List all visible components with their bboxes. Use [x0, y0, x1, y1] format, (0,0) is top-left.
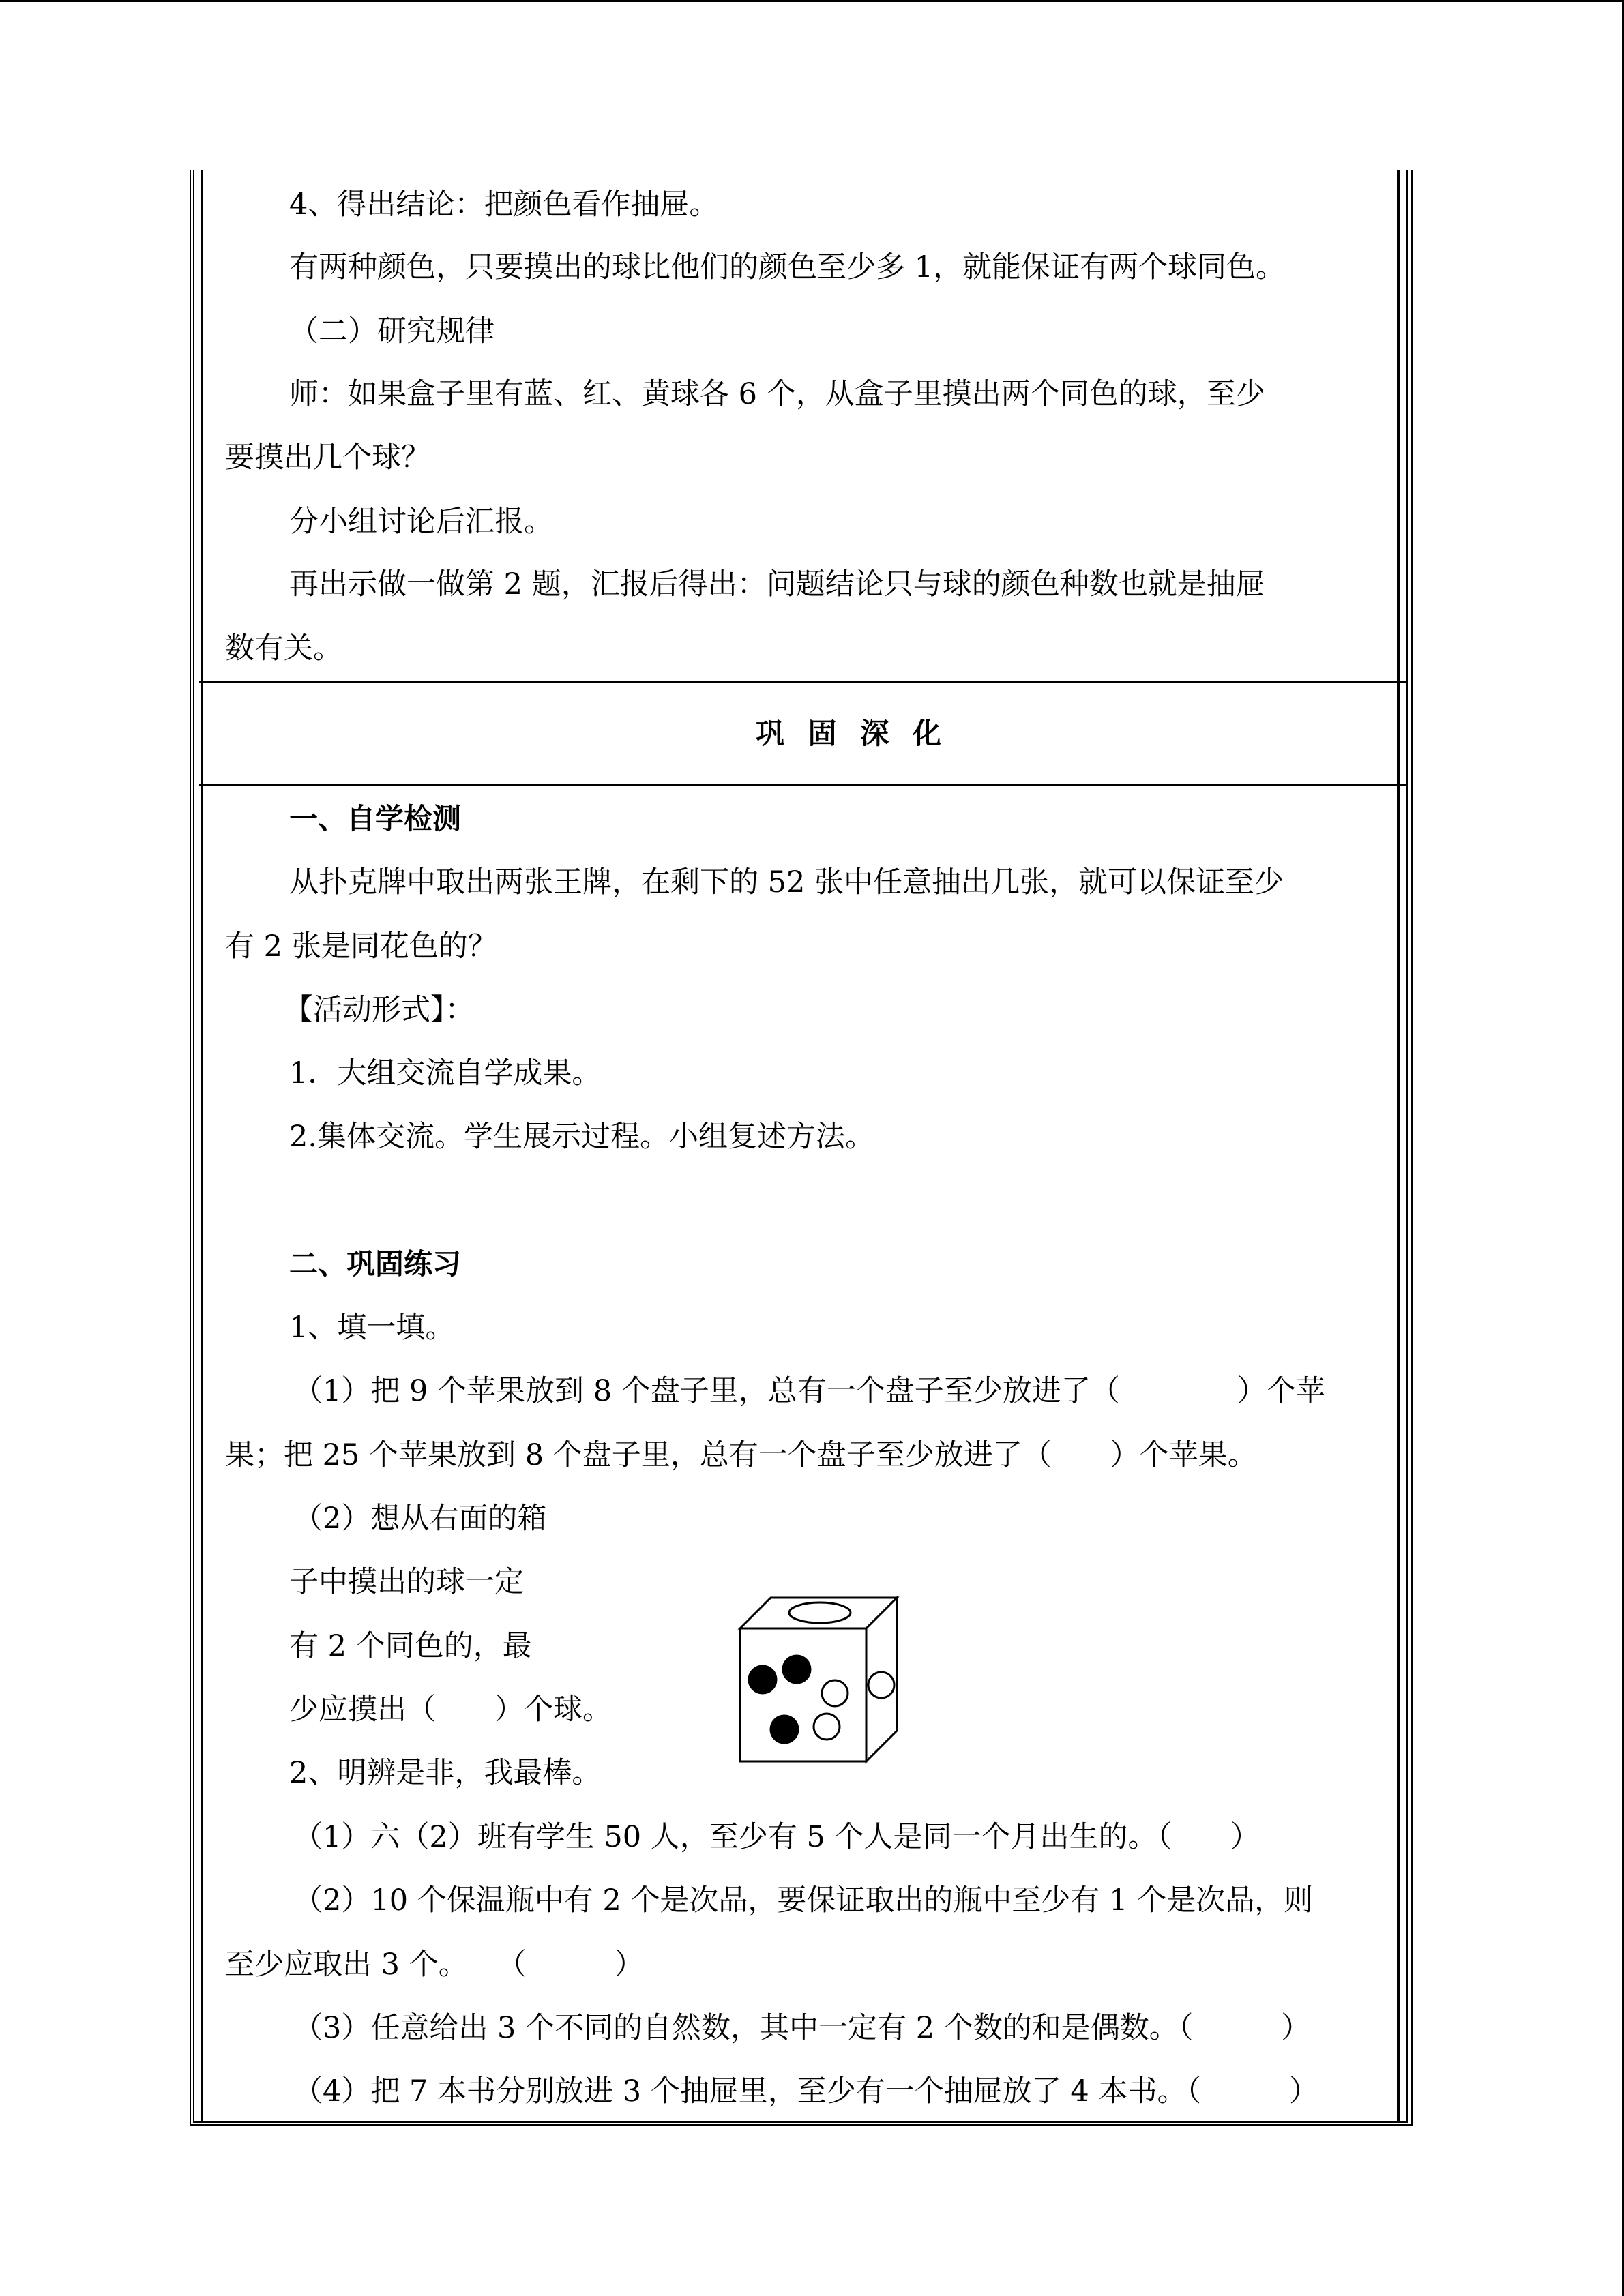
conclusion-detail-line: 有两种颜色，只要摸出的球比他们的颜色至少多 1，就能保证有两个球同色。: [289, 250, 1286, 284]
page-top-border: [0, 0, 1624, 2]
teacher-question-line2: 要摸出几个球？: [225, 441, 430, 475]
judge-question-3: （3）任意给出 3 个不同的自然数，其中一定有 2 个数的和是偶数。（ ）: [293, 2011, 1311, 2045]
judge-question-2-line2: 至少应取出 3 个。 （ ）: [225, 1948, 644, 1982]
teacher-question-line1: 师：如果盒子里有蓝、红、黄球各 6 个，从盒子里摸出两个同色的球，至少: [289, 377, 1265, 411]
fill-in-heading: 1、填一填。: [289, 1311, 455, 1345]
activity-item-1: 1．大组交流自学成果。: [289, 1056, 602, 1090]
self-check-question-line1: 从扑克牌中取出两张王牌，在剩下的 52 张中任意抽出几张，就可以保证至少: [289, 865, 1284, 899]
fill-question-2-line4: 少应摸出（ ）个球。: [289, 1693, 612, 1727]
fill-question-2-line3: 有 2 个同色的，最: [289, 1629, 532, 1663]
exercise-summary-line2: 数有关。: [225, 631, 342, 666]
fill-question-2-line2: 子中摸出的球一定: [289, 1565, 524, 1599]
activity-form-label: 【活动形式】：: [284, 993, 475, 1027]
judge-question-4: （4）把 7 本书分别放进 3 个抽屉里，至少有一个抽屉放了 4 本书。（ ）: [293, 2074, 1318, 2108]
fill-question-1-line1: （1）把 9 个苹果放到 8 个盘子里，总有一个盘子至少放进了（ ）个苹: [293, 1374, 1325, 1408]
practice-heading: 二、巩固练习: [289, 1247, 462, 1281]
ball-box-icon: [737, 1594, 907, 1765]
section-divider-bottom: [199, 784, 1406, 786]
self-check-heading: 一、自学检测: [289, 802, 462, 835]
group-discussion-line: 分小组讨论后汇报。: [289, 505, 553, 539]
fill-question-1-line2: 果；把 25 个苹果放到 8 个盘子里，总有一个盘子至少放进了（ ）个苹果。: [225, 1438, 1257, 1472]
table-left-inner-rule: [201, 170, 203, 2121]
conclusion-line: 4、得出结论：把颜色看作抽屉。: [289, 188, 719, 222]
table-right-inner-rule: [1397, 170, 1400, 2121]
self-check-question-line2: 有 2 张是同花色的？: [225, 929, 497, 964]
exercise-summary-line1: 再出示做一做第 2 题，汇报后得出：问题结论只与球的颜色种数也就是抽屉: [289, 567, 1265, 601]
activity-item-2: 2.集体交流。学生展示过程。小组复述方法。: [289, 1120, 875, 1154]
section-divider-top: [199, 681, 1406, 683]
judge-question-2-line1: （2）10 个保温瓶中有 2 个是次品，要保证取出的瓶中至少有 1 个是次品，则: [293, 1883, 1314, 1918]
fill-question-2-line1: （2）想从右面的箱: [293, 1502, 547, 1536]
section-title: 巩 固 深 化: [756, 717, 948, 750]
study-rule-heading: （二）研究规律: [289, 314, 494, 348]
judge-question-1: （1）六（2）班有学生 50 人，至少有 5 个人是同一个月出生的。（ ）: [293, 1820, 1260, 1854]
judge-heading: 2、明辨是非，我最棒。: [289, 1756, 602, 1790]
